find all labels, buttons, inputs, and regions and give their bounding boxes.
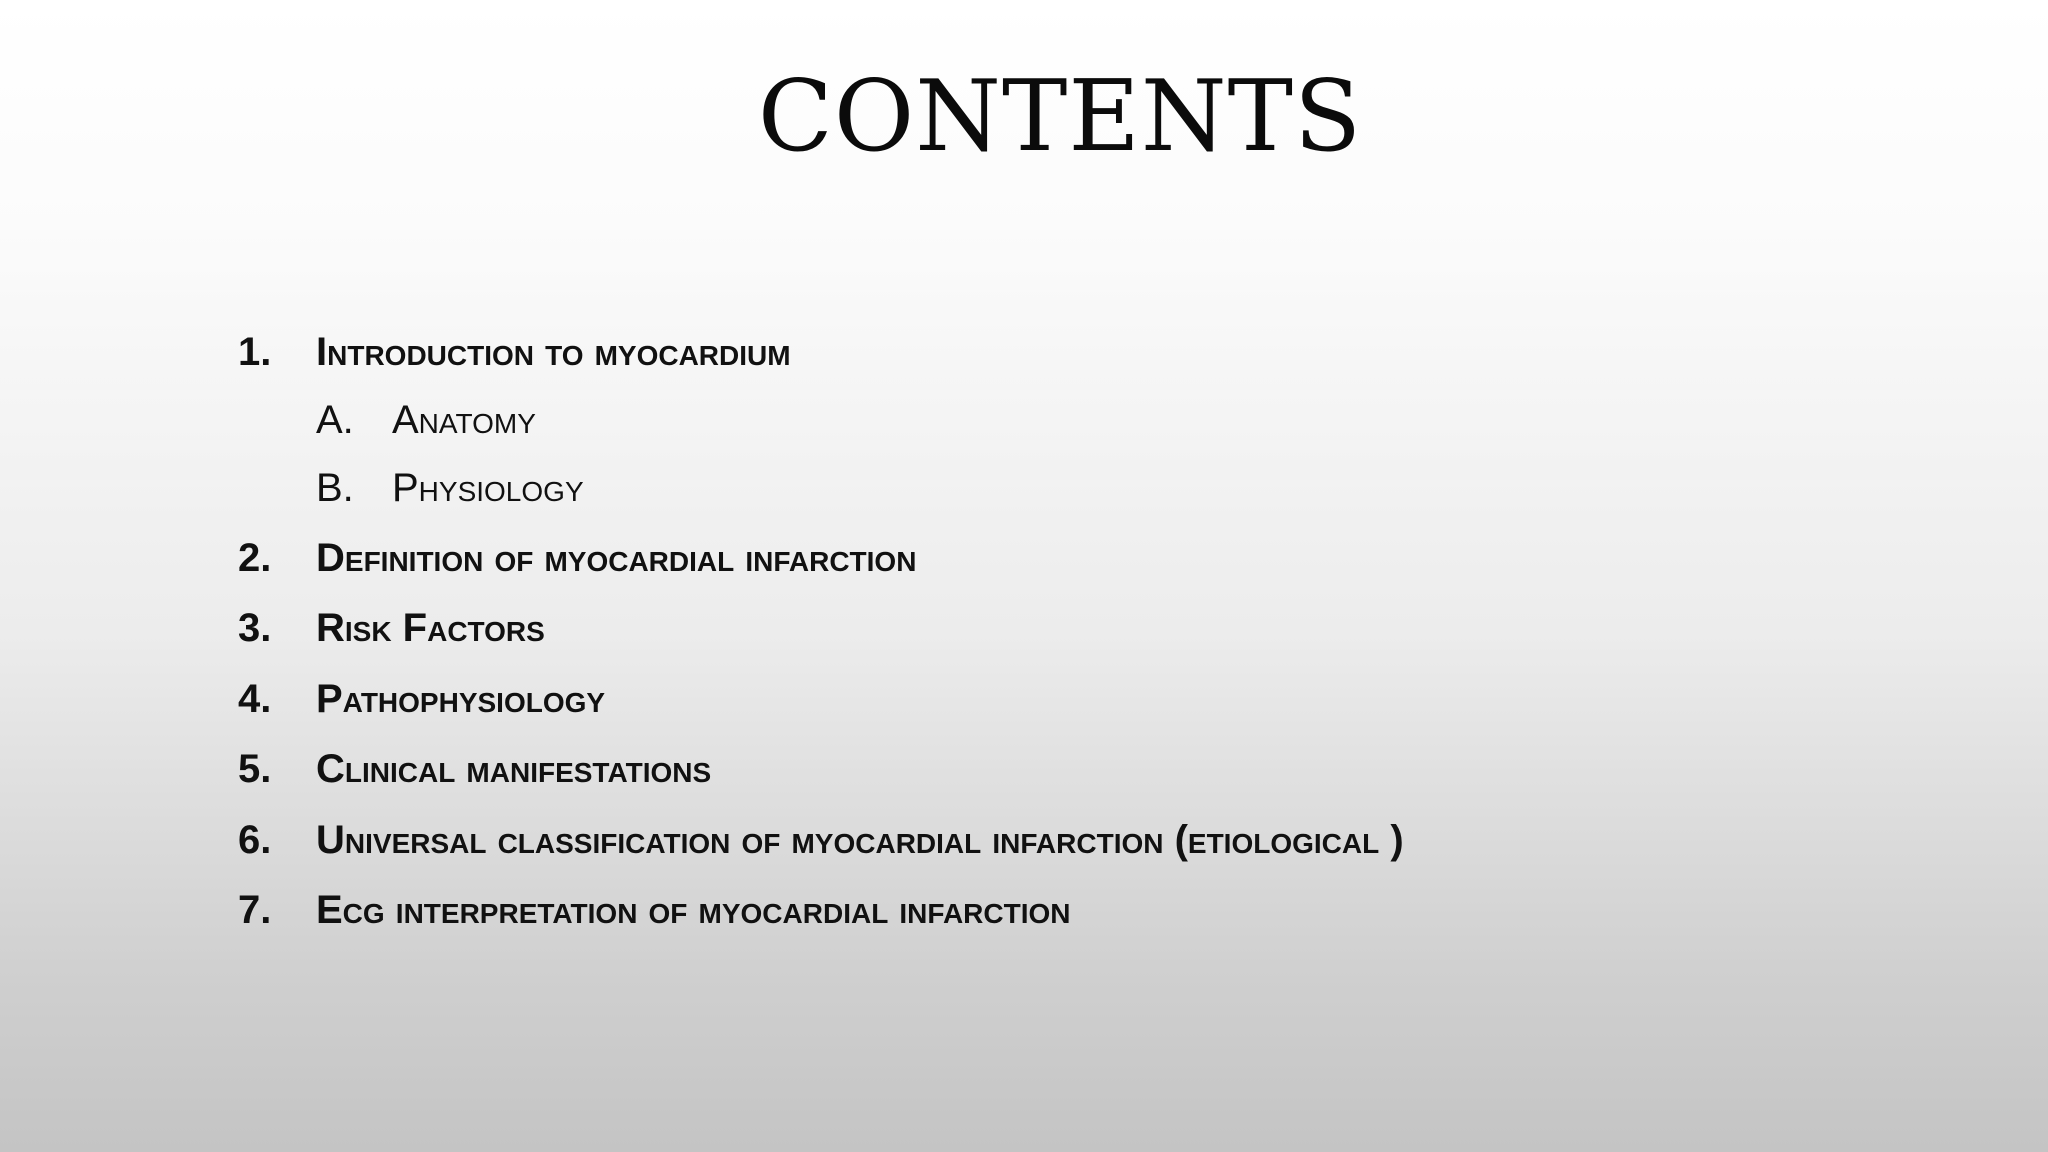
list-item-label: Introduction to myocardium [316,330,791,374]
list-item-label: Clinical manifestations [316,747,712,791]
sub-list-item-label: Physiology [392,466,584,510]
list-item-number: 4. [238,677,272,721]
list-item-number: 3. [238,606,272,650]
list-item-label: Definition of myocardial infarction [316,536,917,580]
sub-list-item-letter: B. [316,466,354,510]
list-item-label: Risk Factors [316,606,545,650]
list-item-number: 1. [238,330,272,374]
list-item-number: 2. [238,536,272,580]
list-item-number: 5. [238,747,272,791]
sub-list-item-letter: A. [316,398,354,442]
sub-list-item-label: Anatomy [392,398,536,442]
list-item-number: 6. [238,818,272,862]
list-item-label: Universal classification of myocardial infarction (etiological ) [316,818,1404,862]
list-item-label: Pathophysiology [316,677,606,721]
list-item-number: 7. [238,888,272,932]
list-item-label: Ecg interpretation of myocardial infarction [316,888,1071,932]
slide-title: CONTENTS [757,60,1363,174]
